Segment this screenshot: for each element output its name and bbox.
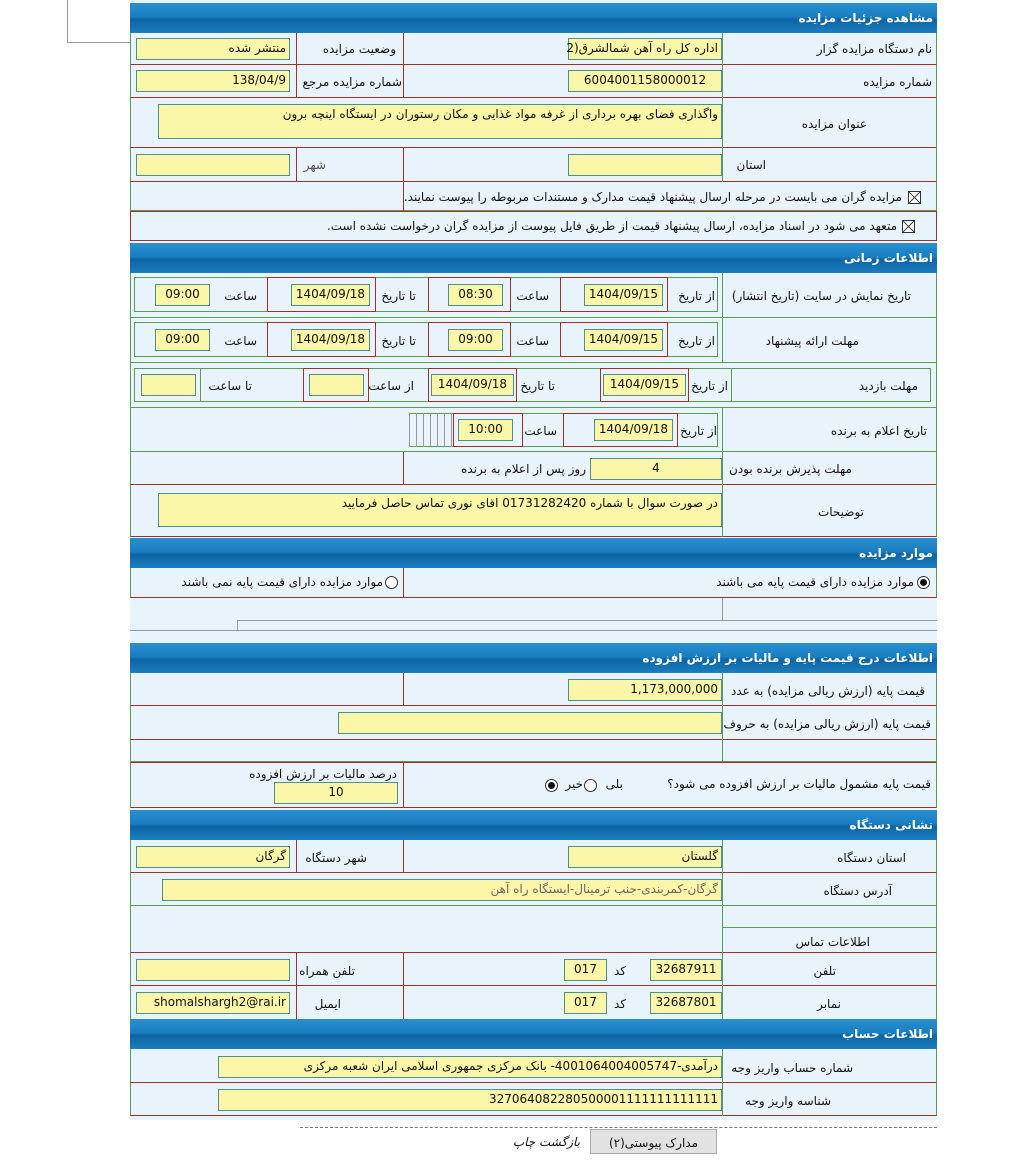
email-label: ایمیل <box>314 997 341 1011</box>
checkbox-attach-docs[interactable] <box>908 191 921 204</box>
divider <box>296 953 297 1019</box>
check2-label: متعهد می شود در اسناد مزایده، ارسال پیشنهاد قیمت از طریق فایل پیوست از مزایده گران درخواست نشده است. <box>326 219 897 233</box>
offer-label: مهلت ارائه پیشنهاد <box>765 334 859 348</box>
city-label: شهر <box>303 158 326 172</box>
number-field[interactable]: 6004001158000012 <box>568 70 722 92</box>
divider <box>237 620 937 630</box>
offer-to-date[interactable]: 1404/09/18 <box>291 329 370 351</box>
ref-field[interactable]: 138/04/9 <box>136 70 290 92</box>
announce-hour-label: ساعت <box>524 424 557 438</box>
status-field[interactable]: منتشر شده <box>136 38 290 60</box>
divider <box>722 1049 723 1116</box>
status-label: وضعیت مزایده <box>322 42 396 56</box>
addr-city-field[interactable]: گرگان <box>136 846 290 868</box>
visit-from-label: از تاریخ <box>691 379 728 393</box>
check1-label: مزایده گران می بایست در مرحله ارسال پیشنهاد قیمت مدارک و مستندات مربوطه را پیوست نمایند. <box>403 190 902 204</box>
addr-province-label: استان دستگاه <box>837 851 906 865</box>
province-label: استان <box>736 158 766 172</box>
checkbox-no-file[interactable] <box>902 220 915 233</box>
announce-date[interactable]: 1404/09/18 <box>594 419 673 441</box>
addr-field[interactable]: گرگان-کمربندی-جنب ترمینال-ایستگاه راه آهن <box>162 879 722 901</box>
org-field[interactable]: اداره کل راه آهن شمالشرق(2 <box>568 38 722 60</box>
title-field[interactable]: واگذاری فضای بهره برداری از غرفه مواد غذایی و مکان رستوران در ایستگاه اینچه برون <box>158 104 722 139</box>
radio-no-base-price[interactable] <box>385 576 398 589</box>
divider <box>403 673 404 706</box>
offer-to-time[interactable]: 09:00 <box>155 329 210 351</box>
addr-label: آدرس دستگاه <box>823 884 892 898</box>
phone-code-field[interactable]: 017 <box>564 959 607 981</box>
vat-percent-field[interactable]: 10 <box>274 782 398 804</box>
divider <box>722 598 723 620</box>
section-header-address: نشانی دستگاه <box>130 810 937 840</box>
announce-time[interactable]: 10:00 <box>458 419 513 441</box>
row-empty <box>130 740 937 762</box>
visit-from-hour-label: از ساعت <box>368 379 414 393</box>
fax-field[interactable]: 32687801 <box>650 992 722 1014</box>
visit-to-label: تا تاریخ <box>520 379 555 393</box>
divider <box>722 273 723 363</box>
notes-field[interactable]: در صورت سوال با شماره 01731282420 اقای نوری تماس حاصل فرمایید <box>158 493 722 527</box>
payment-id-field[interactable]: 327064082280500001111111111111 <box>218 1089 722 1111</box>
vat-percent-label: درصد مالیات بر ارزش افزوده <box>249 767 397 781</box>
price-num-label: قیمت پایه (ارزش ریالی مزایده) به عدد <box>730 684 925 698</box>
offer-from-hour-label: ساعت <box>516 334 549 348</box>
divider <box>296 840 297 873</box>
section-header-items: موارد مزایده <box>130 538 937 568</box>
visit-from-time[interactable] <box>309 374 364 396</box>
price-num-field[interactable]: 1,173,000,000 <box>568 679 722 701</box>
offer-from-date[interactable]: 1404/09/15 <box>584 329 663 351</box>
publish-from-date[interactable]: 1404/09/15 <box>584 284 663 306</box>
ref-label: شماره مزایده مرجع <box>302 75 402 89</box>
divider <box>722 408 723 537</box>
phone-code-label: کد <box>613 964 626 978</box>
publish-to-hour-label: ساعت <box>224 289 257 303</box>
divider <box>296 33 297 98</box>
divider <box>403 953 404 1019</box>
title-label: عنوان مزایده <box>801 117 867 131</box>
announce-from-label: از تاریخ <box>680 424 717 438</box>
divider <box>403 568 404 598</box>
radio-has-base-price[interactable] <box>917 576 930 589</box>
publish-label: تاریخ نمایش در سایت (تاریخ انتشار) <box>731 289 911 303</box>
visit-from-date[interactable]: 1404/09/15 <box>603 374 686 396</box>
visit-to-hour-label: تا ساعت <box>208 379 252 393</box>
contact-title: اطلاعات تماس <box>795 935 870 949</box>
notes-label: توضیحات <box>817 505 864 519</box>
vat-no-label: خیر <box>565 777 583 791</box>
number-label: شماره مزایده <box>863 75 932 89</box>
section-header-account: اطلاعات حساب <box>130 1019 937 1049</box>
publish-from-hour-label: ساعت <box>516 289 549 303</box>
publish-to-time[interactable]: 09:00 <box>155 284 210 306</box>
divider <box>722 840 723 1019</box>
accept-suffix: روز پس از اعلام به برنده <box>461 462 586 476</box>
publish-from-time[interactable]: 08:30 <box>448 284 503 306</box>
publish-to-date[interactable]: 1404/09/18 <box>291 284 370 306</box>
divider <box>300 1127 937 1128</box>
section-header-details: مشاهده جزئیات مزایده <box>130 3 937 33</box>
vat-yes-label: بلی <box>605 777 623 791</box>
time-spinner[interactable] <box>409 413 453 447</box>
accept-days-field[interactable]: 4 <box>590 458 722 480</box>
divider <box>296 148 297 182</box>
radio-vat-no[interactable] <box>545 779 558 792</box>
publish-to-label: تا تاریخ <box>381 289 416 303</box>
divider <box>403 762 404 808</box>
divider <box>403 33 404 98</box>
offer-to-hour-label: ساعت <box>224 334 257 348</box>
divider <box>731 368 732 402</box>
account-field[interactable]: درآمدی-4001064004005747- بانک مرکزی جمهوری اسلامی ایران شعبه مرکزی <box>218 1056 722 1078</box>
fax-code-label: کد <box>613 997 626 1011</box>
addr-province-field[interactable]: گلستان <box>568 846 722 868</box>
accept-label: مهلت پذیرش برنده بودن <box>729 462 852 476</box>
visit-to-date[interactable]: 1404/09/18 <box>431 374 514 396</box>
price-words-label: قیمت پایه (ارزش ریالی مزایده) به حروف <box>723 717 931 731</box>
phone-field[interactable]: 32687911 <box>650 959 722 981</box>
province-field[interactable] <box>568 154 722 176</box>
phone-label: تلفن <box>813 964 836 978</box>
divider <box>130 630 937 631</box>
attachments-button[interactable]: مدارک پیوستی(۲) <box>590 1129 717 1154</box>
announce-label: تاریخ اعلام به برنده <box>830 424 927 438</box>
has-base-label: موارد مزایده دارای قیمت پایه می باشند <box>716 575 914 589</box>
divider <box>403 452 404 485</box>
addr-city-label: شهر دستگاه <box>305 851 367 865</box>
divider <box>722 33 723 182</box>
no-base-label: موارد مزایده دارای قیمت پایه نمی باشند <box>181 575 383 589</box>
email-field[interactable]: shomalshargh2@rai.ir <box>136 992 290 1014</box>
mobile-label: تلفن همراه <box>299 964 355 978</box>
vat-question: قیمت پایه مشمول مالیات بر ارزش افزوده می شود؟ <box>667 777 931 791</box>
fax-code-field[interactable]: 017 <box>564 992 607 1014</box>
mobile-field[interactable] <box>136 959 290 981</box>
visit-to-time[interactable] <box>141 374 196 396</box>
divider <box>200 368 201 402</box>
offer-from-time[interactable]: 09:00 <box>448 329 503 351</box>
divider <box>722 927 937 928</box>
org-label: نام دستگاه مزایده گزار <box>816 42 932 56</box>
radio-vat-yes[interactable] <box>584 779 597 792</box>
account-label: شماره حساب واریز وجه <box>731 1061 853 1075</box>
offer-to-label: تا تاریخ <box>381 334 416 348</box>
visit-label: مهلت بازدید <box>858 379 918 393</box>
section-header-price: اطلاعات درج قیمت پایه و مالیات بر ارزش افزوده <box>130 643 937 673</box>
city-field[interactable] <box>136 154 290 176</box>
price-words-field[interactable] <box>338 712 722 734</box>
back-print-link[interactable]: بازگشت چاپ <box>512 1135 580 1149</box>
divider <box>403 840 404 873</box>
offer-from-label: از تاریخ <box>678 334 715 348</box>
payment-id-label: شناسه واریز وجه <box>745 1094 831 1108</box>
section-header-time: اطلاعات زمانی <box>130 243 937 273</box>
publish-from-label: از تاریخ <box>678 289 715 303</box>
fax-label: نمابر <box>817 997 841 1011</box>
